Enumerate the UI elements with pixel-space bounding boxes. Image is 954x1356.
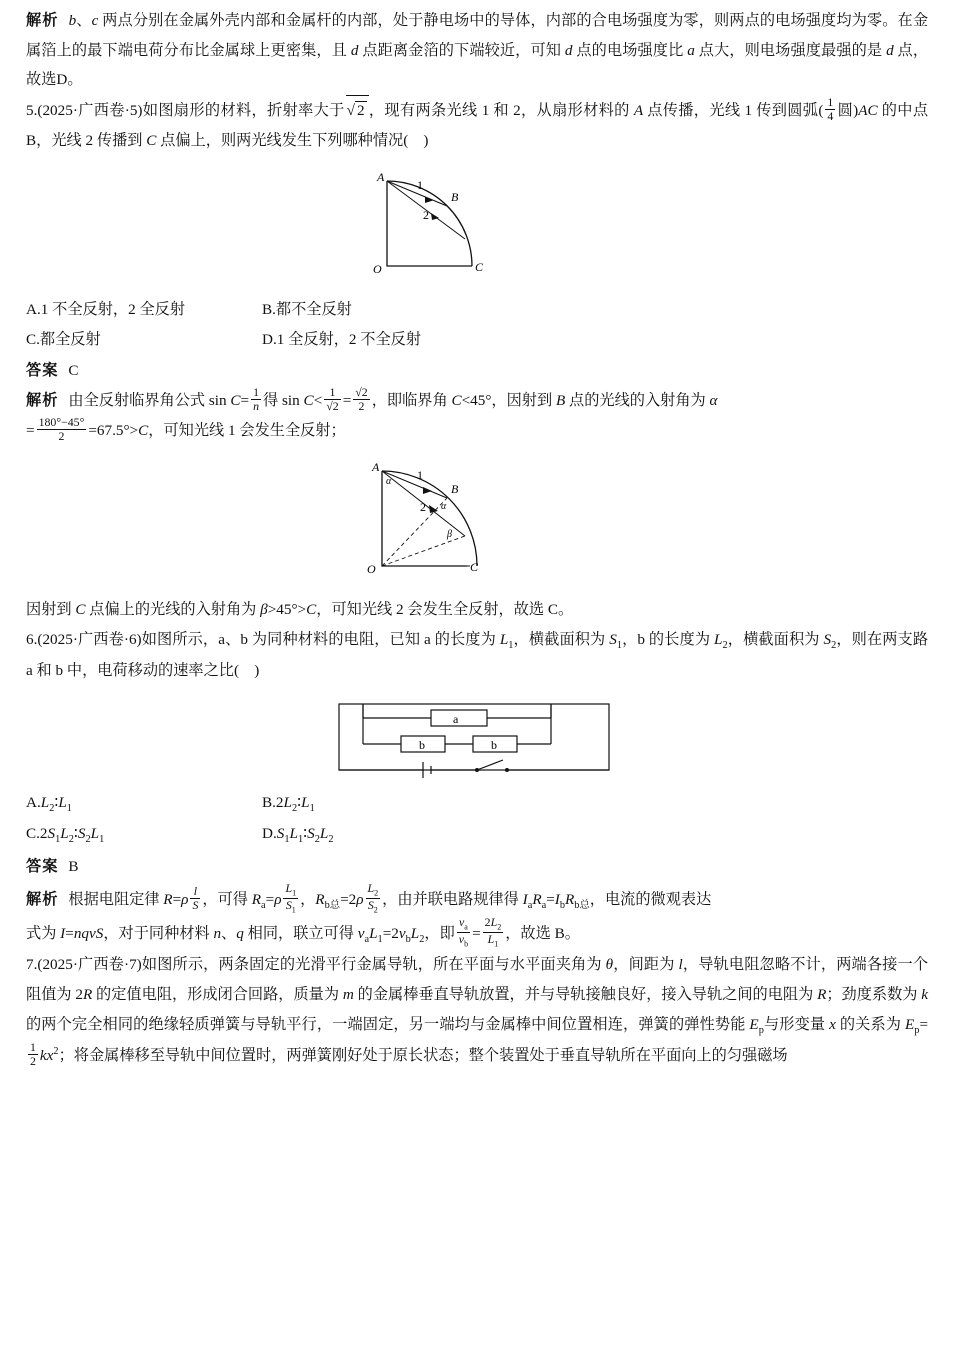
question-6-text: 6.(2025·广西卷·6)如图所示，a、b 为同种材料的电阻，已知 a 的长度为 $L_1$，横截面积为 $S_1$，b 的长度为 $L_2$，横截面积为 $S_2$，则在两支路 a 和 b 中，电荷移动的速率之比( ) bbox=[26, 631, 929, 680]
question-block-5 bbox=[26, 95, 928, 386]
fig2-label-O: O bbox=[367, 562, 376, 577]
fig2-label-ray1: 1 bbox=[417, 468, 423, 483]
answer-5-label: 答案 bbox=[26, 362, 59, 380]
question-7-source: (2025·广西卷·7) bbox=[37, 956, 142, 974]
answer-6-label: 答案 bbox=[26, 858, 59, 876]
analysis-4-body: b、c 两点分别在金属外壳内部和金属杆的内部，处于静电场中的导体，内部的合电场强度为零，则两点的电场强度均为零。在金属箔上的最下端电荷分布比金属球上更密集，且 d 点距离金箔的下端较近，可知 d 点的电场强度比 a 点大，则电场强度最强的是 d 点，故选D。 bbox=[26, 12, 929, 89]
figure-sector-2 bbox=[26, 451, 928, 591]
question-5-options-row-1 bbox=[26, 295, 928, 325]
circuit-label-a: a bbox=[453, 711, 459, 726]
analysis-5-label: 解析 bbox=[26, 392, 59, 410]
figure-sector-2-svg bbox=[337, 451, 617, 591]
question-6-number: 6. bbox=[26, 631, 38, 649]
option-5-D[interactable]: D.1 全反射，2 不全反射 bbox=[262, 330, 422, 348]
option-6-A[interactable]: $A.L_2∶L_1$ bbox=[26, 793, 72, 814]
option-6-C[interactable]: $C.2S_1L_2∶S_2L_1$ bbox=[26, 825, 105, 846]
fig1-label-O: O bbox=[373, 262, 382, 277]
answer-5-value: C bbox=[68, 362, 79, 380]
answer-5 bbox=[26, 356, 928, 386]
question-6-source: (2025·广西卷·6) bbox=[37, 631, 142, 649]
analysis-block-4 bbox=[26, 6, 928, 95]
analysis-6-line-2: 式为 I=nqvS，对于同种材料 n、q 相同，联立可得 $v_aL_1=2v_bL_2$，即 $\frac{v_a}{v_b}$ = $\frac{2L_2}{L_1}$ ，故选 B。 bbox=[26, 915, 580, 949]
fig2-label-alpha2: α bbox=[441, 501, 447, 513]
option-5-C[interactable]: C.都全反射 bbox=[26, 330, 101, 348]
analysis-block-5 bbox=[26, 386, 928, 625]
question-6-options-row-2 bbox=[26, 819, 928, 850]
figure-circuit bbox=[26, 692, 928, 784]
fig1-label-B: B bbox=[451, 190, 459, 205]
question-7-text: 7.(2025·广西卷·7)如图所示，两条固定的光滑平行金属导轨，所在平面与水平面夹角为 θ，间距为 l，导轨电阻忽略不计，两端各接一个阻值为 2R 的定值电阻，形成闭合回路，质量为 m 的金属棒垂直导轨放置，并与导轨接触良好，接入导轨之间的电阻为 R；劲度系数为 k 的两个完全相同的绝缘轻质弹簧与导轨平行，一端固定，另一端均与金属棒中间位置相连，弹簧的弹性势能 $E_p$与形变量 x 的关系为 $E_p=$ $\frac{1}{2}$ $kx^2$；将金属棒移至导轨中间位置时，两弹簧刚好处于原长状态；整个装置处于垂直导轨所在平面向上的匀强磁场 bbox=[26, 956, 929, 1068]
fig1-label-ray2: 2 bbox=[423, 208, 429, 223]
question-5-options-row-2 bbox=[26, 325, 928, 355]
question-5-source: (2025·广西卷·5) bbox=[37, 101, 143, 119]
analysis-4-text bbox=[26, 6, 928, 95]
circuit-label-b2: b bbox=[491, 737, 497, 752]
question-6-options-row-1 bbox=[26, 788, 928, 819]
question-7-number: 7. bbox=[26, 956, 38, 974]
analysis-6-line-1: 解析 根据电阻定律 R=ρ $\frac{l}{S}$ ，可得 $R_a=\rho$ $\frac{L_1}{S_1}$ ，$R_{b总}=2\rho$ $\frac{L_2}{S_2}$ ，由并联电路规律得 $I_aR_a=I_bR_{b总}$，电流的微观表达 bbox=[26, 880, 712, 915]
fig2-label-A: A bbox=[372, 460, 380, 475]
analysis-6-label: 解析 bbox=[26, 890, 59, 908]
question-block-7 bbox=[26, 950, 928, 1070]
fig2-label-C: C bbox=[470, 560, 479, 575]
option-5-A[interactable]: A.1 不全反射，2 全反射 bbox=[26, 301, 186, 319]
analysis-5-line-3: 因射到 C 点偏上的光线的入射角为 β>45°>C，可知光线 2 会发生全反射，故选 C。 bbox=[26, 601, 574, 619]
fig1-label-C: C bbox=[475, 260, 484, 275]
question-5-text: 5.(2025·广西卷·5)如图扇形的材料，折射率大于 √ 2 ，现有两条光线 1 和 2，从扇形材料的 A 点传播，光线 1 传到圆弧( $\frac{1}{4}$ 圆)AC 的中点 B，光线 2 传播到 C 点偏上，则两光线发生下列哪种情况( ) bbox=[26, 95, 929, 149]
fig2-label-beta: β bbox=[447, 529, 452, 541]
option-5-B[interactable]: B.都不全反射 bbox=[262, 301, 352, 319]
analysis-5-line-2: = $\frac{180^\circ-45^\circ}{2}$ =67.5°>C，可知光线 1 会发生全反射； bbox=[26, 414, 346, 443]
fig2-label-alpha1: α bbox=[386, 476, 392, 488]
circuit-label-b1: b bbox=[419, 737, 425, 752]
figure-sector-1-svg bbox=[347, 161, 607, 291]
fig2-label-B: B bbox=[451, 482, 459, 497]
fig1-label-ray1: 1 bbox=[417, 178, 423, 193]
answer-6-value: B bbox=[68, 858, 79, 876]
answer-6 bbox=[26, 852, 928, 882]
option-6-D[interactable]: $D.S_1L_1∶S_2L_2$ bbox=[262, 825, 334, 846]
figure-circuit-svg bbox=[327, 692, 627, 784]
question-5-number: 5. bbox=[26, 101, 38, 119]
fig2-label-ray2: 2 bbox=[420, 500, 426, 515]
analysis-5-line-1: 解析 由全反射临界角公式 sin C= $\frac{1}{n}$ 得 sin C< $\frac{1}{√2}$ = $\frac{√2}{2}$ ，即临界角 C<45°，因射到 B 点的光线的入射角为 α bbox=[26, 385, 718, 414]
analysis-block-6 bbox=[26, 882, 928, 951]
question-block-6 bbox=[26, 625, 928, 882]
figure-sector-1 bbox=[26, 161, 928, 291]
fig1-label-A: A bbox=[377, 170, 385, 185]
analysis-4-label: 解析 bbox=[26, 12, 59, 29]
option-6-B[interactable]: $B.2L_2∶L_1$ bbox=[262, 793, 315, 814]
